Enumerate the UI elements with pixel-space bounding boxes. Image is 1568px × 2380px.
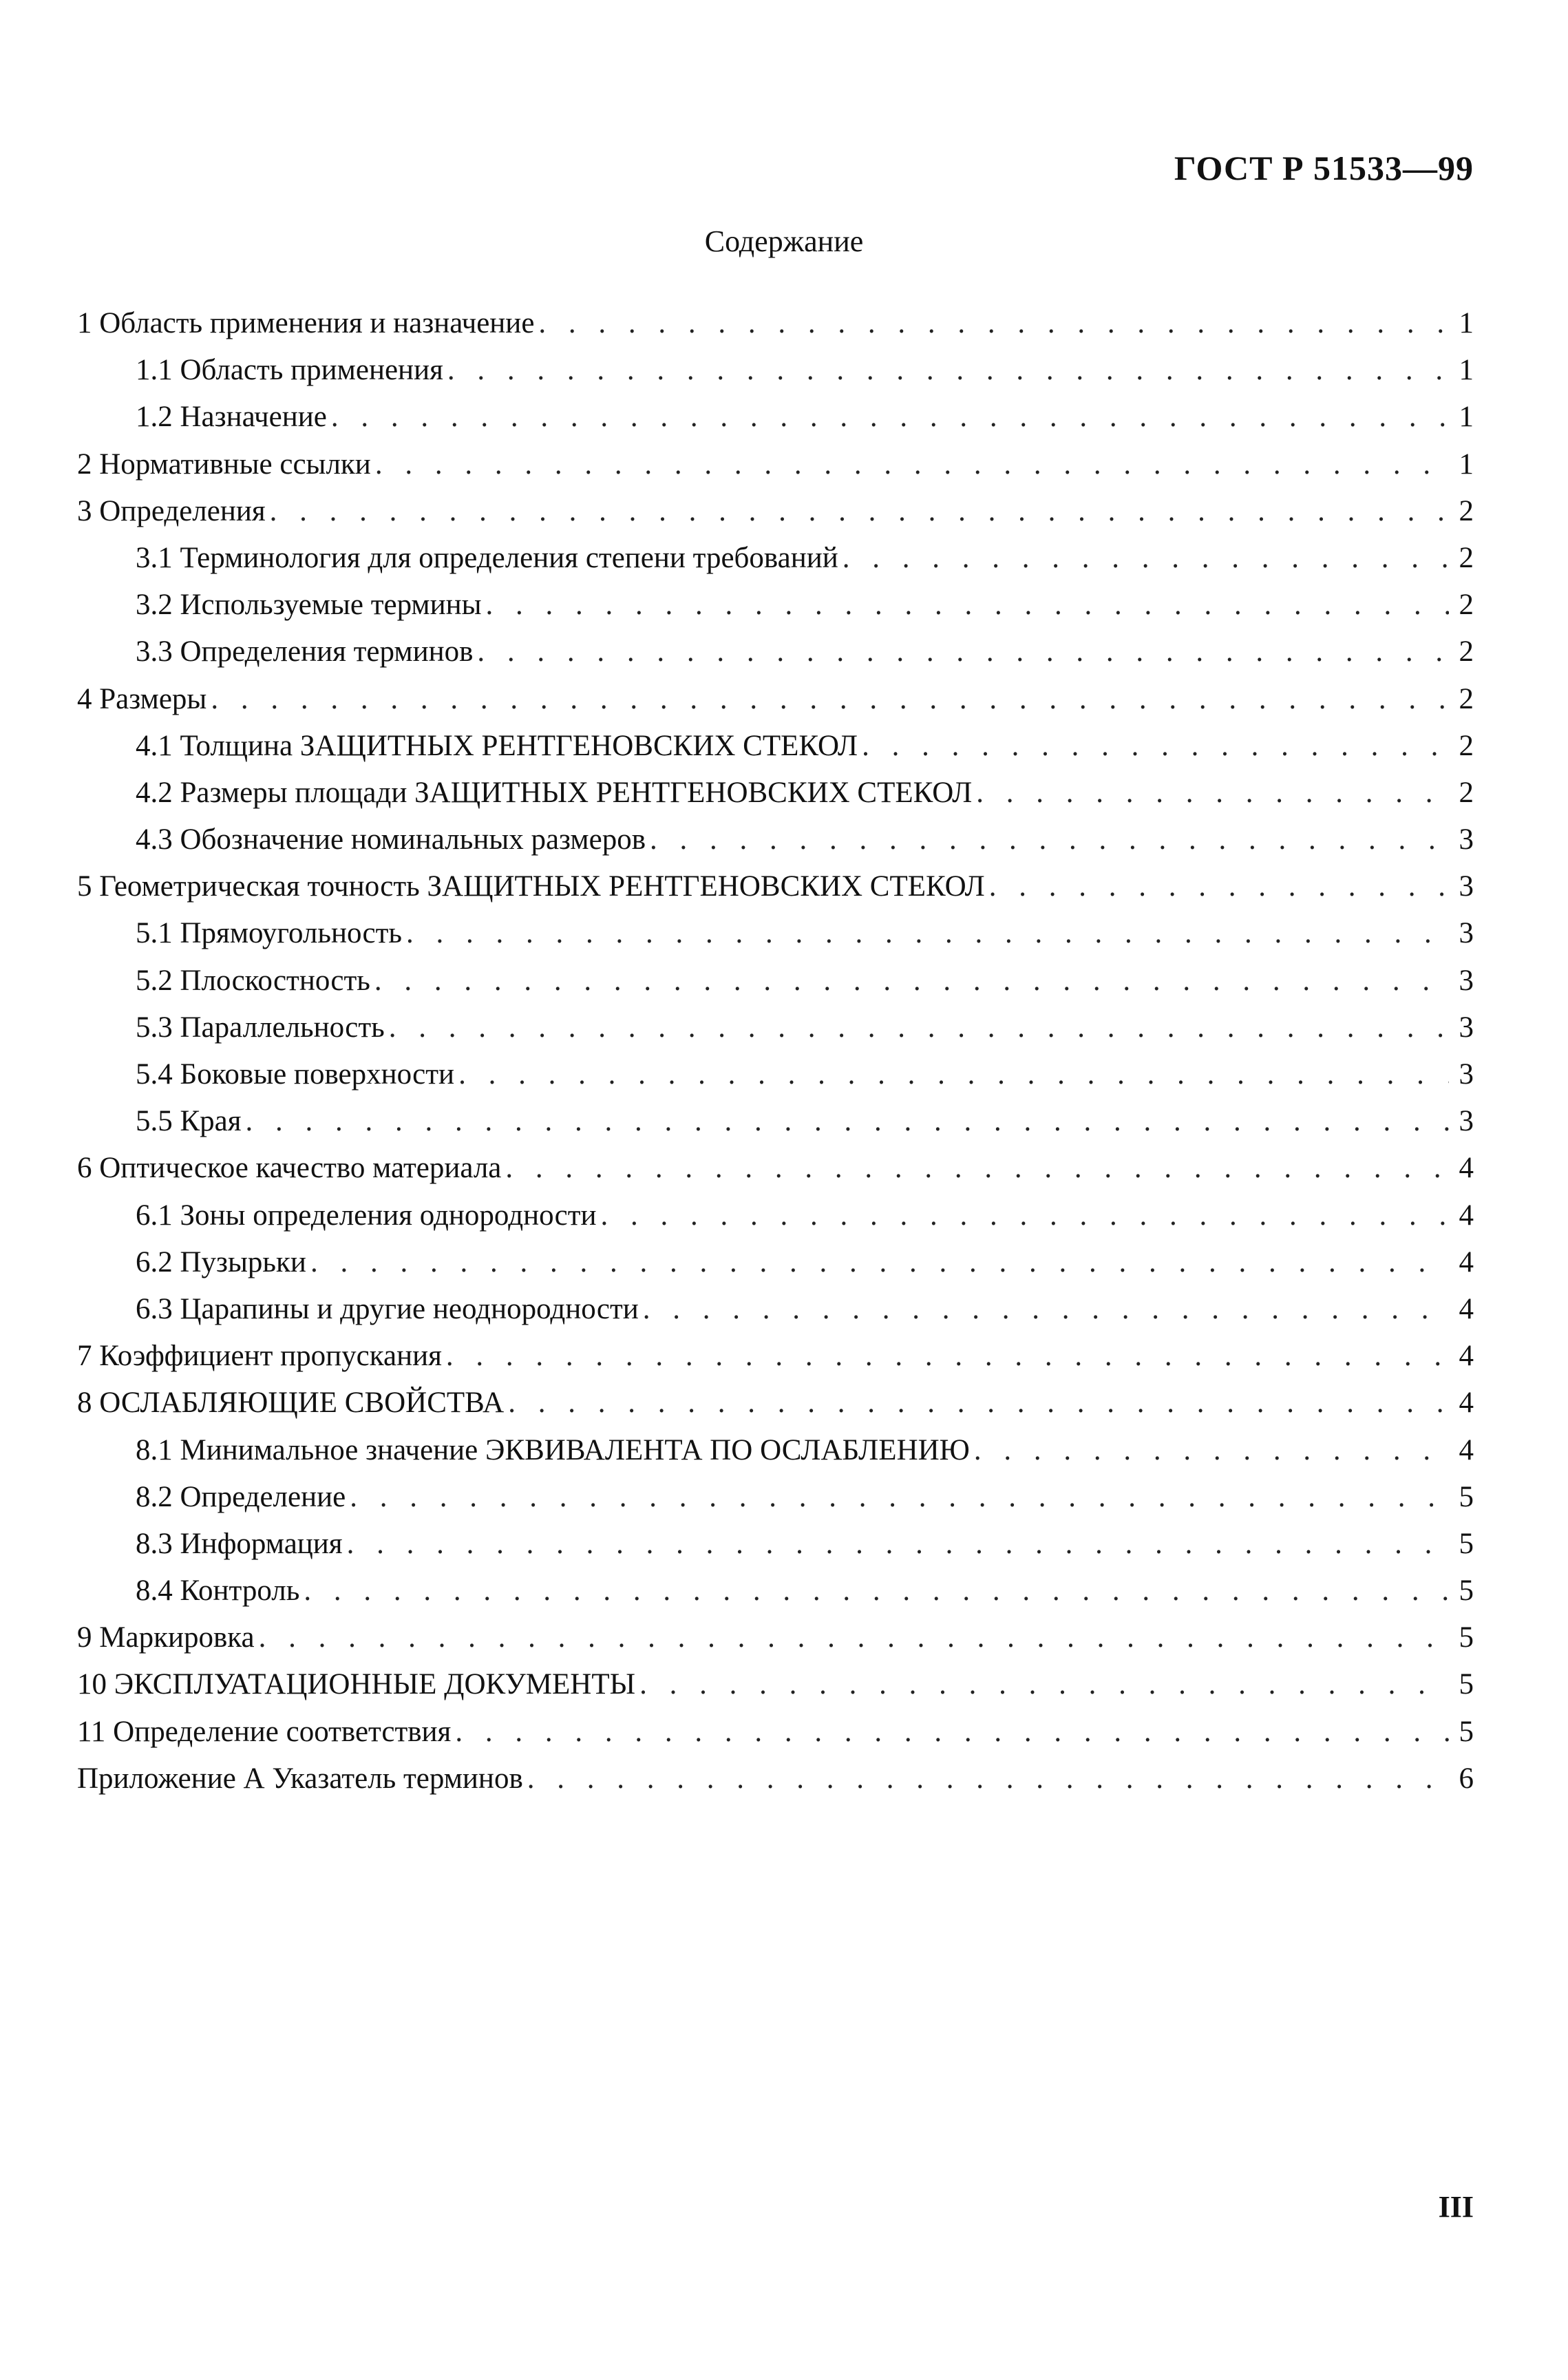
toc-entry[interactable] (77, 1004, 1474, 1051)
toc-entry-label: 10 ЭКСПЛУАТАЦИОННЫЕ ДОКУМЕНТЫ (77, 1668, 636, 1701)
toc-entry[interactable] (77, 863, 1474, 910)
page-number: III (1438, 2190, 1474, 2224)
toc-entry-page: 6 (1459, 1762, 1474, 1795)
toc-entry[interactable] (77, 1568, 1474, 1614)
toc-entry-page: 5 (1459, 1527, 1474, 1560)
toc-entry[interactable] (77, 1614, 1474, 1661)
toc-entry-page: 3 (1459, 964, 1474, 997)
toc-entry-page: 3 (1459, 1011, 1474, 1044)
toc-leader-dots (375, 441, 1449, 488)
toc-entry-page: 4 (1459, 1199, 1474, 1232)
toc-entry-label: 5.4 Боковые поверхности (136, 1058, 455, 1091)
toc-leader-dots (989, 863, 1449, 910)
toc-entry-page: 2 (1459, 682, 1474, 715)
toc-leader-dots (211, 676, 1449, 723)
document-header: ГОСТ Р 51533—99 (1174, 149, 1474, 187)
toc-entry-page: 4 (1459, 1292, 1474, 1325)
toc-entry-label: 6.2 Пузырьки (136, 1245, 306, 1278)
toc-leader-dots (270, 488, 1449, 535)
toc-entry-page: 1 (1459, 447, 1474, 481)
toc-entry-label: 3 Определения (77, 494, 266, 527)
toc-entry[interactable] (77, 1098, 1474, 1145)
toc-entry-page: 4 (1459, 1433, 1474, 1466)
toc-entry-label: 8 ОСЛАБЛЯЮЩИЕ СВОЙСТВА (77, 1387, 505, 1420)
toc-entry[interactable] (77, 1333, 1474, 1380)
toc-entry-label: 3.3 Определения терминов (136, 635, 474, 668)
toc-leader-dots (527, 1756, 1449, 1802)
toc-entry-label: 8.3 Информация (136, 1527, 343, 1560)
toc-entry[interactable] (77, 1051, 1474, 1098)
toc-entry[interactable] (77, 488, 1474, 535)
toc-entry-page: 3 (1459, 870, 1474, 903)
toc-entry[interactable] (77, 1380, 1474, 1426)
toc-entry-page: 2 (1459, 635, 1474, 668)
toc-entry[interactable] (77, 629, 1474, 675)
toc-entry-label: 9 Маркировка (77, 1621, 255, 1654)
toc-leader-dots (447, 347, 1449, 394)
toc-leader-dots (843, 535, 1449, 582)
toc-entry-label: 4.2 Размеры площади ЗАЩИТНЫХ РЕНТГЕНОВСКИХ СТЕКОЛ (136, 776, 973, 809)
toc-leader-dots (862, 723, 1449, 770)
toc-leader-dots (446, 1333, 1449, 1380)
toc-entry-page: 4 (1459, 1152, 1474, 1185)
toc-entry-page: 2 (1459, 494, 1474, 527)
toc-leader-dots (639, 1661, 1449, 1708)
toc-entry[interactable] (77, 910, 1474, 957)
toc-entry-label: 3.1 Терминология для определения степени требований (136, 541, 838, 574)
toc-entry-label: 2 Нормативные ссылки (77, 447, 371, 481)
toc-entry-label: 1 Область применения и назначение (77, 307, 535, 339)
toc-entry-page: 3 (1459, 823, 1474, 856)
toc-leader-dots (974, 1427, 1449, 1474)
toc-leader-dots (538, 300, 1449, 347)
toc-entry-page: 5 (1459, 1715, 1474, 1748)
toc-entry-page: 4 (1459, 1245, 1474, 1278)
toc-entry-page: 4 (1459, 1387, 1474, 1420)
toc-leader-dots (601, 1192, 1449, 1239)
toc-leader-dots (458, 1051, 1449, 1098)
toc-entry[interactable] (77, 1239, 1474, 1286)
toc-entry-label: 3.2 Используемые термины (136, 589, 482, 622)
toc-leader-dots (505, 1145, 1449, 1192)
toc-leader-dots (477, 629, 1449, 675)
toc-entry-page: 1 (1459, 354, 1474, 387)
toc-entry[interactable] (77, 1192, 1474, 1239)
toc-entry-page: 5 (1459, 1575, 1474, 1608)
toc-entry[interactable] (77, 723, 1474, 770)
toc-leader-dots (406, 910, 1449, 957)
toc-entry-page: 2 (1459, 541, 1474, 574)
toc-leader-dots (246, 1098, 1449, 1145)
toc-entry[interactable] (77, 1145, 1474, 1192)
toc-entry-page: 5 (1459, 1480, 1474, 1513)
toc-entry-page: 5 (1459, 1668, 1474, 1701)
toc-entry-page: 3 (1459, 1105, 1474, 1138)
toc-entry[interactable] (77, 1756, 1474, 1802)
toc-entry-page: 2 (1459, 589, 1474, 622)
toc-entry-page: 3 (1459, 917, 1474, 950)
toc-entry[interactable] (77, 770, 1474, 817)
toc-entry-page: 5 (1459, 1621, 1474, 1654)
toc-entry[interactable] (77, 582, 1474, 629)
toc-leader-dots (508, 1380, 1449, 1426)
toc-entry-label: Приложение А Указатель терминов (77, 1762, 523, 1795)
toc-leader-dots (486, 582, 1449, 629)
toc-entry[interactable] (77, 300, 1474, 347)
toc-entry-label: 6.1 Зоны определения однородности (136, 1199, 597, 1232)
toc-leader-dots (650, 817, 1449, 863)
toc-entry[interactable] (77, 958, 1474, 1004)
table-of-contents (77, 300, 1474, 1802)
page-title: Содержание (704, 224, 864, 258)
toc-entry[interactable] (77, 1286, 1474, 1333)
toc-entry-label: 4.3 Обозначение номинальных размеров (136, 823, 646, 856)
toc-entry-label: 7 Коэффициент пропускания (77, 1340, 442, 1373)
toc-entry-label: 1.2 Назначение (136, 401, 327, 434)
toc-entry-label: 8.2 Определение (136, 1480, 346, 1513)
toc-entry-page: 1 (1459, 401, 1474, 434)
toc-entry[interactable] (77, 1661, 1474, 1708)
toc-entry[interactable] (77, 1474, 1474, 1521)
toc-leader-dots (374, 958, 1449, 1004)
toc-leader-dots (310, 1239, 1449, 1286)
toc-entry-label: 8.1 Минимальное значение ЭКВИВАЛЕНТА ПО ОСЛАБЛЕНИЮ (136, 1433, 970, 1466)
toc-leader-dots (976, 770, 1449, 817)
toc-entry-page: 1 (1459, 307, 1474, 339)
toc-entry[interactable] (77, 441, 1474, 488)
toc-entry-label: 6.3 Царапины и другие неоднородности (136, 1292, 639, 1325)
toc-entry-label: 5 Геометрическая точность ЗАЩИТНЫХ РЕНТГЕНОВСКИХ СТЕКОЛ (77, 870, 985, 903)
toc-entry[interactable] (77, 1521, 1474, 1568)
toc-entry-page: 2 (1459, 776, 1474, 809)
toc-leader-dots (389, 1004, 1449, 1051)
toc-entry-label: 4.1 Толщина ЗАЩИТНЫХ РЕНТГЕНОВСКИХ СТЕКОЛ (136, 729, 858, 762)
toc-entry-label: 1.1 Область применения (136, 354, 443, 387)
toc-entry[interactable] (77, 817, 1474, 863)
toc-leader-dots (643, 1286, 1449, 1333)
toc-entry-label: 5.2 Плоскостность (136, 964, 370, 997)
toc-leader-dots (455, 1709, 1449, 1756)
toc-entry[interactable] (77, 676, 1474, 723)
toc-entry[interactable] (77, 347, 1474, 394)
toc-leader-dots (259, 1614, 1449, 1661)
toc-entry-label: 4 Размеры (77, 682, 207, 715)
toc-entry-label: 5.1 Прямоугольность (136, 917, 403, 950)
toc-entry-page: 2 (1459, 729, 1474, 762)
toc-entry-label: 8.4 Контроль (136, 1575, 300, 1608)
toc-entry-page: 4 (1459, 1340, 1474, 1373)
toc-leader-dots (331, 394, 1449, 441)
toc-entry[interactable] (77, 394, 1474, 441)
toc-leader-dots (350, 1474, 1449, 1521)
toc-leader-dots (304, 1568, 1449, 1614)
toc-entry-label: 5.5 Края (136, 1105, 242, 1138)
toc-leader-dots (347, 1521, 1449, 1568)
toc-entry-label: 6 Оптическое качество материала (77, 1152, 502, 1185)
toc-entry-label: 5.3 Параллельность (136, 1011, 385, 1044)
toc-entry[interactable] (77, 535, 1474, 582)
toc-entry[interactable] (77, 1709, 1474, 1756)
toc-entry[interactable] (77, 1427, 1474, 1474)
toc-entry-page: 3 (1459, 1058, 1474, 1091)
toc-entry-label: 11 Определение соответствия (77, 1715, 452, 1748)
